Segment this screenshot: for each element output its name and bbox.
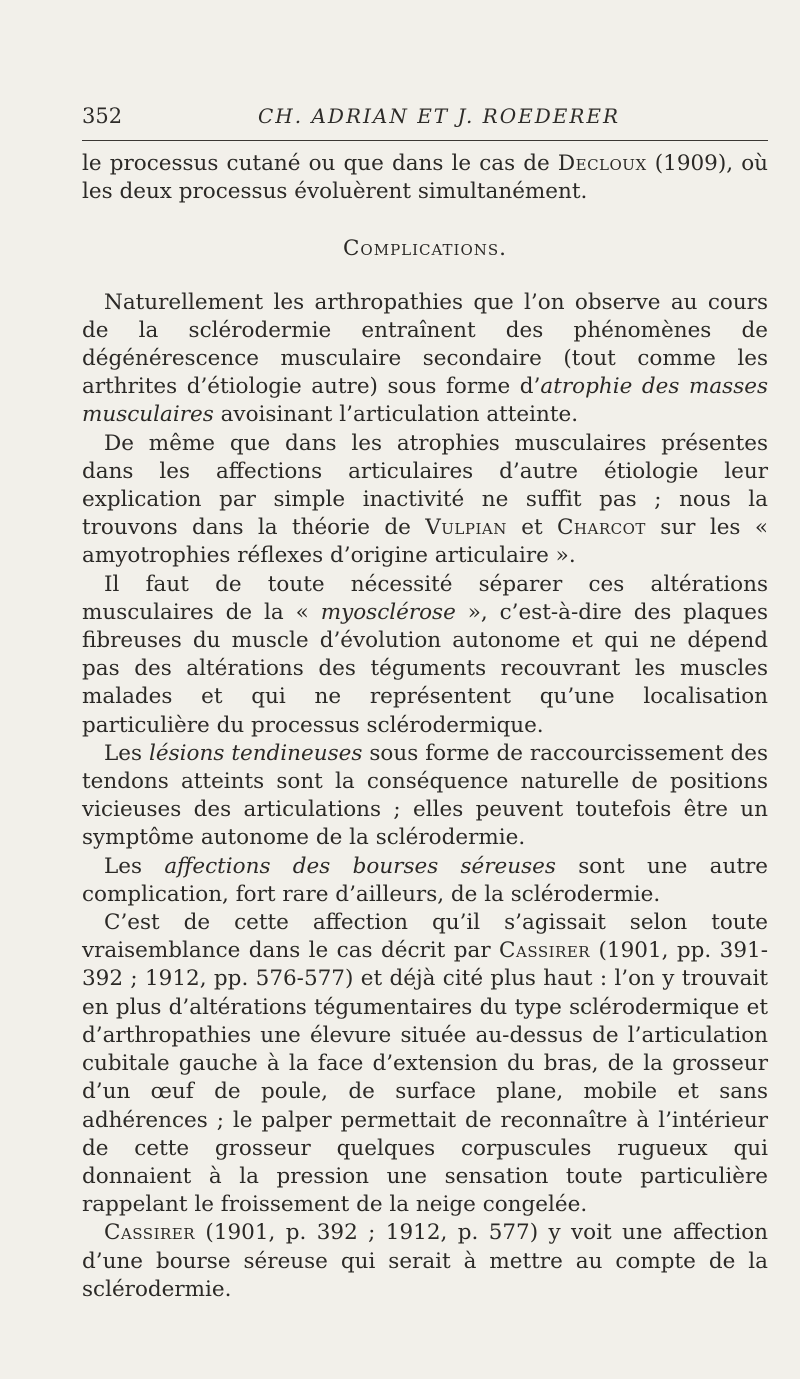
paragraph-4: Il faut de toute nécessité séparer ces altérations musculaires de la « myosclérose », c’est-à-dire des plaques fibreuses du muscle d’évolution autonome et qui ne dépend pas des altérations des téguments recouvrant les muscles malades et qui ne représentent qu’une localisation particulière du processus sclérodermique.: [82, 571, 768, 738]
author-name-charcot: Charcot: [556, 515, 646, 541]
paragraph-5: Les lésions tendineuses sous forme de raccourcissement des tendons atteints sont la conséquence naturelle de positions vicieuses des articulations ; elles peuvent toutefois être un symptôme autonome de la sclérodermie.: [82, 740, 768, 851]
paragraph-8: Cassirer (1901, p. 392 ; 1912, p. 577) y voit une affection d’une bourse séreuse qui serait à mettre au compte de la sclérodermie.: [82, 1220, 768, 1302]
italic-term: myosclérose: [320, 599, 456, 625]
page-number: 352: [82, 104, 123, 128]
paragraph-6: Les affections des bourses séreuses sont une autre complication, fort rare d’ailleurs, de la sclérodermie.: [82, 853, 768, 907]
author-name-cassirer: Cassirer: [104, 1220, 196, 1246]
paragraph-7: C’est de cette affection qu’il s’agissait selon toute vraisemblance dans le cas décrit par Cassirer (1901, pp. 391-392 ; 1912, pp. 576-577) et déjà cité plus haut : l’on y trouvait en plus d’altérations tégumentaires du type sclérodermique et d’arthropathies une élevure située au-dessus de l’articulation cubitale gauche à la face d’extension du bras, de la grosseur d’un œuf de poule, de surface plane, mobile et sans adhérences ; le palper permettait de reconnaître à l’intérieur de cette grosseur quelques corpuscules rugueux qui donnaient à la pression une sensation toute particulière rappelant le froissement de la neige congelée.: [82, 910, 768, 1218]
italic-term: affections des bourses séreuses: [164, 853, 556, 879]
author-name-vulpian: Vulpian: [425, 515, 507, 541]
author-name-cassirer: Cassirer: [499, 938, 591, 964]
italic-term: atrophie des masses musculaires: [82, 374, 768, 428]
paragraph-3: De même que dans les atrophies musculaires présentes dans les affections articulaires d’autre étiologie leur explication par simple inactivité ne suffit pas ; nous la trouvons dans la théorie de Vulpian et Charcot sur les « amyotrophies réflexes d’origine articulaire ».: [82, 430, 768, 569]
page-header: [82, 104, 770, 128]
paragraph-2: Naturellement les arthropathies que l’on observe au cours de la sclérodermie entraînent des phénomènes de dégénérescence musculaire secondaire (tout comme les arthrites d’étiologie autre) sous forme d’atrophie des masses musculaires avoisinant l’articulation atteinte.: [82, 289, 768, 428]
paragraph-1: le processus cutané ou que dans le cas de Decloux (1909), où les deux processus évoluèrent simultanément.: [82, 151, 768, 205]
header-rule: [82, 140, 768, 141]
author-name-decloux: Decloux: [557, 151, 647, 176]
running-title: CH. ADRIAN ET J. ROEDERER: [258, 104, 621, 128]
italic-term: lésions tendineuses: [149, 740, 363, 766]
section-title: Complications.: [342, 236, 508, 262]
page-body: [82, 150, 768, 1304]
